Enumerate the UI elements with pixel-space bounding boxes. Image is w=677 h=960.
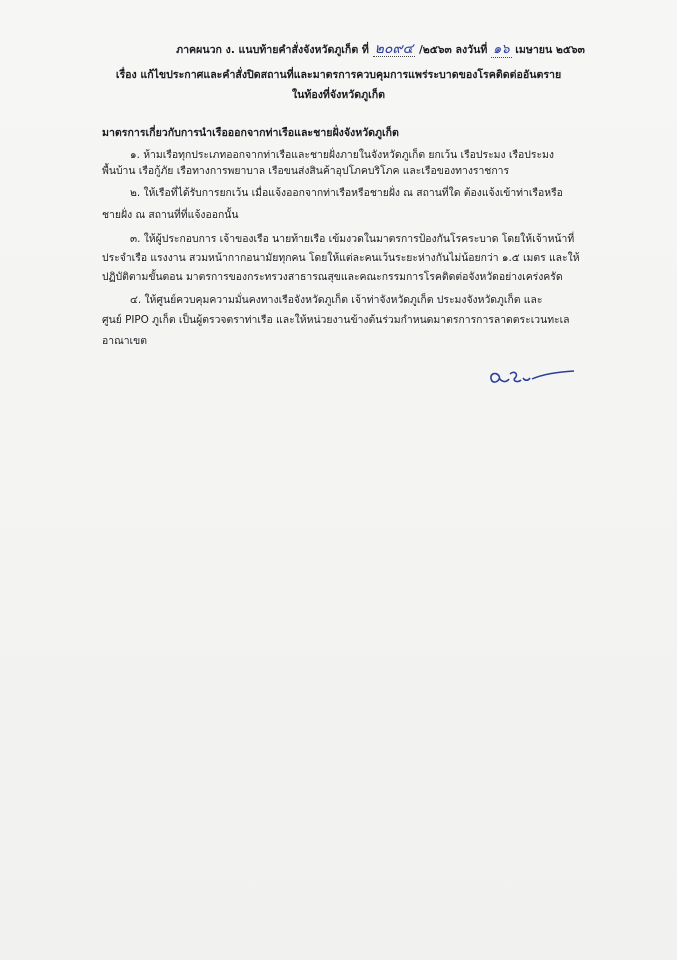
item-4-line-3: อาณาเขต bbox=[102, 335, 147, 347]
item-1-line-1: ๑. ห้ามเรือทุกประเภทออกจากท่าเรือและชายฝั่งภายในจังหวัดภูเก็ต ยกเว้น เรือประมง เรือประมง bbox=[130, 149, 554, 161]
section-title: มาตรการเกี่ยวกับการนำเรือออกจากท่าเรือและชายฝั่งจังหวัดภูเก็ต bbox=[102, 127, 399, 139]
header-prefix: ภาคผนวก ง. แนบท้ายคำสั่งจังหวัดภูเก็ต ที่ bbox=[176, 44, 369, 56]
item-2-line-2: ชายฝั่ง ณ สถานที่ที่แจ้งออกนั้น bbox=[102, 209, 239, 221]
header-location: ในท้องที่จังหวัดภูเก็ต bbox=[291, 89, 385, 101]
item-1-line-2: พื้นบ้าน เรือกู้ภัย เรือทางการพยาบาล เรือขนส่งสินค้าอุปโภคบริโภค และเรือของทางราชการ bbox=[102, 165, 510, 177]
item-3-line-2: ประจำเรือ แรงงาน สวมหน้ากากอนามัยทุกคน โดยให้แต่ละคนเว้นระยะห่างกันไม่น้อยกว่า ๑.๕ เมตร และให้ bbox=[102, 252, 580, 264]
signature-initials bbox=[486, 362, 576, 392]
item-4-line-1: ๔. ให้ศูนย์ควบคุมความมั่นคงทางเรือจังหวัดภูเก็ต เจ้าท่าจังหวัดภูเก็ต ประมงจังหวัดภูเก็ต และ bbox=[130, 294, 543, 306]
item-3-line-1: ๓. ให้ผู้ประกอบการ เจ้าของเรือ นายท้ายเรือ เข้มงวดในมาตรการป้องกันโรคระบาด โดยให้เจ้าหน้าที่ bbox=[130, 233, 575, 245]
header-mid: /๒๕๖๓ ลงวันที่ bbox=[418, 44, 488, 56]
item-3-line-3: ปฏิบัติตามขั้นตอน มาตรการของกระทรวงสาธารณสุขและคณะกรรมการโรคติดต่อจังหวัดอย่างเคร่งครัด bbox=[102, 271, 563, 283]
header-line-1 bbox=[42, 42, 677, 58]
header-suffix: เมษายน ๒๕๖๓ bbox=[515, 44, 585, 56]
item-2-line-1: ๒. ให้เรือที่ได้รับการยกเว้น เมื่อแจ้งออกจากท่าเรือหรือชายฝั่ง ณ สถานที่ใด ต้องแจ้งเข้าท่าเรือหรือ bbox=[130, 187, 563, 199]
order-number-handwritten: ๒๐๙๔ bbox=[374, 41, 414, 57]
header-subject: เรื่อง แก้ไขประกาศและคำสั่งปิดสถานที่และมาตรการควบคุมการแพร่ระบาดของโรคติดต่ออันตราย bbox=[115, 69, 562, 81]
item-4-line-2: ศูนย์ PIPO ภูเก็ต เป็นผู้ตรวจตราท่าเรือ และให้หน่วยงานข้างต้นร่วมกำหนดมาตรการการลาดตระเวนทะเล bbox=[102, 314, 570, 326]
day-handwritten: ๑๖ bbox=[493, 42, 510, 57]
